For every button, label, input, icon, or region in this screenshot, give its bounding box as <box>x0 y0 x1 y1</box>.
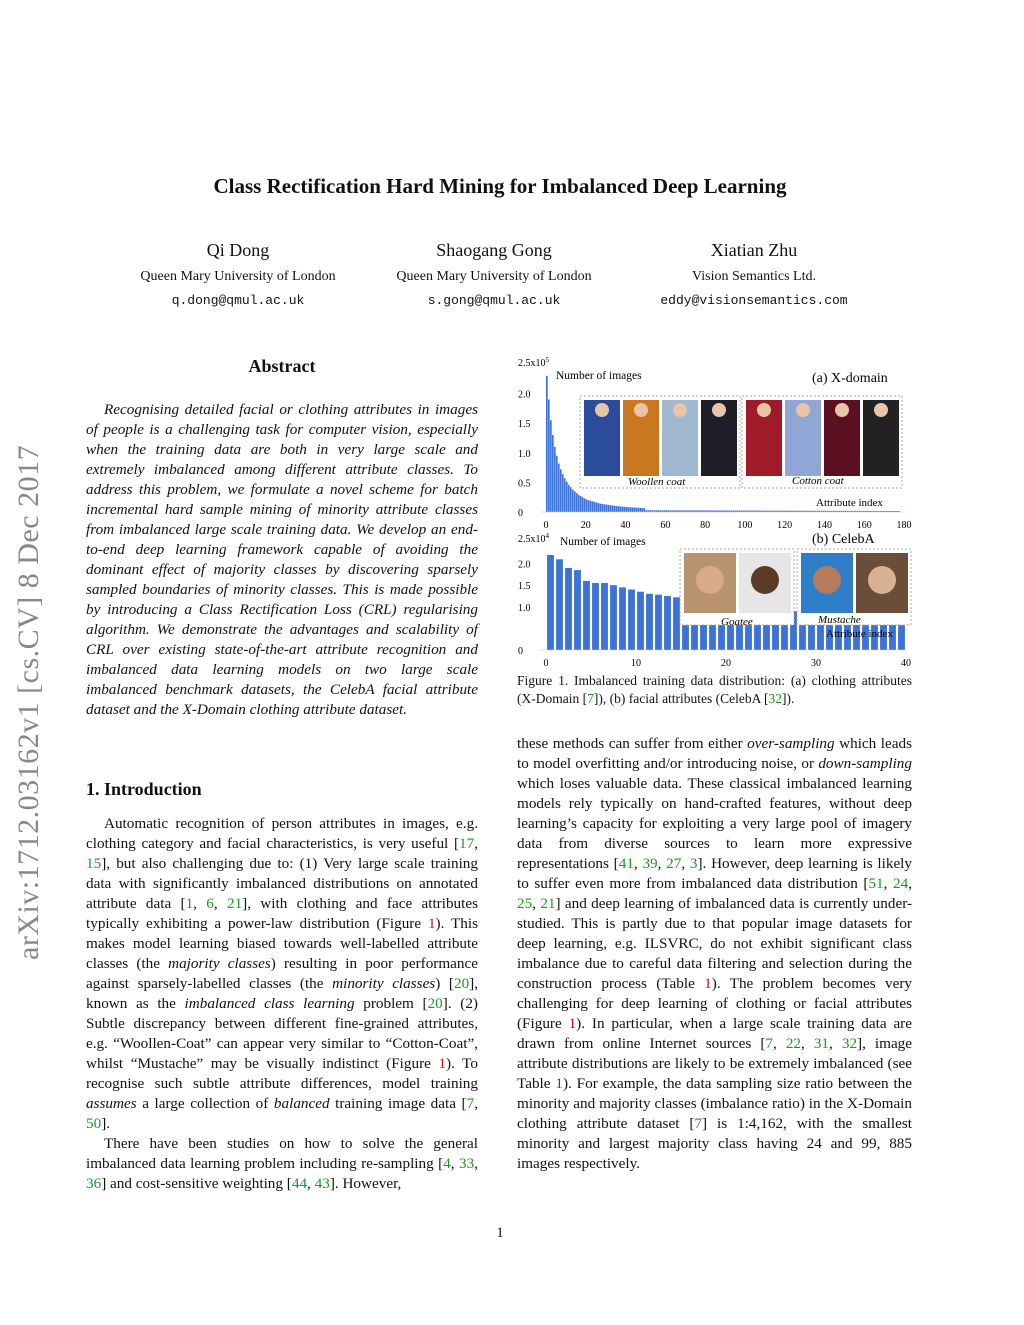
bar <box>610 585 617 650</box>
bar <box>602 504 604 512</box>
bar <box>624 507 626 512</box>
bar <box>600 504 602 512</box>
bar <box>552 435 554 512</box>
cotton-coat-label: Cotton coat <box>792 475 844 487</box>
emphasis-text: down-sampling <box>818 755 912 772</box>
text-run: training image data [ <box>329 1095 467 1112</box>
text-run: , <box>908 875 912 892</box>
bar <box>641 508 643 512</box>
figure-reference-link[interactable]: 1 <box>704 975 712 992</box>
bar <box>564 478 566 512</box>
bar <box>574 570 581 650</box>
citation-link[interactable]: 7 <box>765 1035 773 1052</box>
x-tick-label: 120 <box>777 520 793 531</box>
bar <box>643 508 645 512</box>
bar <box>590 501 592 512</box>
chart-b-multiplier: $2.5x10^4$ <box>518 532 549 545</box>
citation-link[interactable]: 7 <box>466 1095 475 1112</box>
text-run: , <box>474 1095 478 1112</box>
x-tick-label: 160 <box>856 520 872 531</box>
x-tick-label: 0 <box>543 658 549 669</box>
introduction-body <box>86 814 478 1194</box>
bar <box>606 505 608 512</box>
citation-link[interactable]: 4 <box>443 1155 451 1172</box>
text-run: ], with clothing and face attributes typically exhibiting a power-law distribution (Figure <box>86 895 479 932</box>
right-column-body <box>517 734 912 1174</box>
text-run: Figure 1. Imbalanced training data distribution: (a) clothing attributes (X-Domain [ <box>517 673 912 706</box>
bar <box>556 456 558 512</box>
bar <box>566 482 568 512</box>
photo-face <box>757 403 771 417</box>
photo-face <box>874 403 888 417</box>
text-run: , <box>193 895 207 912</box>
text-run: ). In particular, when a large scale training data are drawn from online Internet sources [ <box>517 1015 912 1052</box>
bar <box>547 555 554 650</box>
text-run: ]. (2) Subtle discrepancy between different fine-grained attributes, e.g. “Woollen-Coat” can appear very similar to “Cotton-Coat”, whilst “Mustache” may be visually indistinct (Figure <box>86 995 478 1072</box>
text-run: , <box>801 1035 814 1052</box>
figure-reference-link[interactable]: 1 <box>438 1055 447 1072</box>
text-run: ]. However, deep learning is likely to suffer even more from imbalanced data distribution [ <box>517 855 912 892</box>
text-run: ] and deep learning of imbalanced data is currently under-studied. This is partly due to that popular image datasets for deep learning, e.g. ILSVRC, do not exhibit significant class imbalance due to careful data filtering and selection during the construction process (Table <box>517 895 913 992</box>
citation-link[interactable]: 32 <box>768 691 783 706</box>
text-run: ]. <box>101 1115 111 1132</box>
y-tick-label: 0 <box>518 646 523 657</box>
x-tick-label: 20 <box>721 658 731 669</box>
bar <box>562 474 564 512</box>
citation-link[interactable]: 6 <box>206 895 214 912</box>
bar <box>655 595 662 650</box>
bar <box>550 420 552 512</box>
text-run: ] is 1:4,162, with the smallest minority and largest majority class having 24 and 99, 885 images respectively. <box>517 1115 912 1172</box>
author-2 <box>364 240 624 308</box>
bar <box>546 376 548 512</box>
citation-link[interactable]: 7 <box>587 691 594 706</box>
chart-a-multiplier: $2.5x10^5$ <box>518 356 549 369</box>
citation-link[interactable]: 21 <box>226 895 243 912</box>
text-run: ], image attribute distributions are likely to be extremely imbalanced (see Table <box>517 1035 913 1092</box>
bar <box>576 493 578 512</box>
x-tick-label: 180 <box>896 520 912 531</box>
y-tick-label: 2.0 <box>518 559 531 571</box>
citation-link[interactable]: 20 <box>453 975 470 992</box>
bar <box>646 594 653 650</box>
text-run: , <box>307 1175 315 1192</box>
bar <box>574 491 576 512</box>
text-run: , <box>474 1155 479 1172</box>
bar <box>622 507 624 512</box>
citation-link[interactable]: 15 <box>86 855 102 872</box>
citation-link[interactable]: 1 <box>185 895 194 912</box>
bar <box>578 495 580 512</box>
text-run: , <box>681 855 690 872</box>
text-run: , <box>213 895 227 912</box>
text-run: , <box>633 855 643 872</box>
emphasis-text: imbalanced class learning <box>184 995 355 1012</box>
bar <box>634 508 636 512</box>
paper-title: Class Rectification Hard Mining for Imbalanced Deep Learning <box>213 174 787 198</box>
text-run: ). This makes model learning biased towards well-labelled attribute classes (the <box>86 915 478 972</box>
text-run: ). To recognise such subtle attribute differences, model training <box>86 1055 478 1092</box>
bar <box>594 502 596 512</box>
photo-face <box>751 566 779 594</box>
right-paragraph-1 <box>517 734 912 1174</box>
text-run: ). The problem becomes very challenging for deep learning of clothing or facial attributes (Figure <box>517 975 912 1032</box>
bar <box>548 400 550 512</box>
bar <box>610 505 612 512</box>
text-run: a large collection of <box>136 1095 274 1112</box>
emphasis-text: minority classes <box>332 975 436 992</box>
abstract-text: Recognising detailed facial or clothing attributes in images of people is a challenging task for computer vision, especially when the training data are both in very large scale and extremely imbalanced among different attribute classes. To address this problem, we formulate a novel scheme for batch incremental hard sample mining of minority attribute classes from imbalanced large scale training data. We develop an end-to-end deep learning framework capable of avoiding the dominant effect of majority classes by discovering sparsely sampled boundaries of minority classes. This is made possible by introducing a Class Rectification Loss (CRL) regularising algorithm. We demonstrate the advantages and scalability of CRL over existing state-of-the-art attribute recognition and imbalanced data learning models on two large scale imbalanced benchmark datasets, the CelebA facial attribute dataset and the X-Domain clothing attribute dataset. <box>86 401 478 718</box>
bar <box>584 498 586 512</box>
author-name: Shaogang Gong <box>436 240 552 260</box>
author-name: Qi Dong <box>206 240 270 260</box>
x-tick-label: 20 <box>580 520 591 531</box>
bar <box>898 624 905 650</box>
bar <box>637 592 644 650</box>
bar <box>596 503 598 512</box>
chart-b-title: (b) CelebA <box>812 532 875 547</box>
y-tick-label: 1.5 <box>518 419 531 431</box>
bar <box>582 497 584 512</box>
x-tick-label: 80 <box>700 520 711 531</box>
text-run: There have been studies on how to solve the general imbalanced data learning problem including re-sampling [ <box>86 1135 478 1172</box>
text-run: ). For example, the data sampling size ratio between the minority and majority classes (imbalance ratio) in the X-Domain clothing attribute dataset [ <box>517 1075 912 1132</box>
photo-face <box>634 403 648 417</box>
text-run: these methods can suffer from either <box>517 735 748 752</box>
bar <box>601 583 608 650</box>
bar <box>554 447 556 512</box>
citation-link[interactable]: 39 <box>642 855 658 872</box>
text-run: ]). <box>782 691 795 706</box>
citation-link[interactable]: 24 <box>893 875 909 892</box>
photo-face <box>673 403 687 417</box>
y-tick-label: 0.5 <box>518 478 531 490</box>
emphasis-text: majority classes <box>168 955 271 972</box>
chart-xdomain <box>518 356 912 531</box>
bar <box>556 559 563 650</box>
bar <box>619 587 626 650</box>
bar <box>620 506 622 512</box>
text-run: , <box>532 895 541 912</box>
author-name: Xiatian Zhu <box>710 240 798 260</box>
bar <box>598 503 600 512</box>
figure-1 <box>510 352 920 670</box>
chart-a-ylabel: Number of images <box>556 370 642 382</box>
text-run: , <box>829 1035 842 1052</box>
page-number: 1 <box>496 1225 504 1241</box>
citation-link[interactable]: 44 <box>291 1175 308 1192</box>
bar <box>588 500 590 512</box>
y-tick-label: 2.0 <box>518 389 531 401</box>
citation-link[interactable]: 3 <box>689 855 698 872</box>
chart-celeba <box>518 532 911 669</box>
citation-link[interactable]: 36 <box>86 1175 102 1192</box>
citation-link[interactable]: 22 <box>785 1035 801 1052</box>
photo-face <box>712 403 726 417</box>
text-run: ]), (b) facial attributes (CelebA [ <box>593 691 769 706</box>
author-affiliation: Queen Mary University of London <box>140 269 336 284</box>
text-run: Automatic recognition of person attributes in images, e.g. clothing category and facial characteristics, is very useful [ <box>86 815 478 852</box>
emphasis-text: over-sampling <box>747 735 835 752</box>
figure-reference-link[interactable]: 1 <box>555 1075 563 1092</box>
bar <box>612 505 614 512</box>
text-run: ], known as the <box>86 975 479 1012</box>
bar <box>664 596 671 650</box>
text-run: ) [ <box>435 975 454 992</box>
bar <box>632 507 634 512</box>
bar <box>580 496 582 512</box>
text-run: , <box>772 1035 786 1052</box>
bar <box>626 507 628 512</box>
y-tick-label: 1.0 <box>518 602 531 614</box>
bar <box>636 508 638 512</box>
arxiv-stamp <box>12 360 52 960</box>
bar <box>592 501 594 512</box>
chart-a-xlabel: Attribute index <box>816 497 883 509</box>
x-tick-label: 0 <box>543 520 549 531</box>
x-tick-label: 40 <box>620 520 631 531</box>
bar <box>614 506 616 512</box>
photo-face <box>835 403 849 417</box>
photo-face <box>595 403 609 417</box>
y-tick-label: 1.5 <box>518 581 531 593</box>
arxiv-id: arXiv:1712.03162v1 [cs.CV] 8 Dec 2017 <box>12 444 45 960</box>
figure-1-caption <box>517 672 912 708</box>
author-affiliation: Vision Semantics Ltd. <box>692 269 816 284</box>
bar <box>604 504 606 512</box>
bar <box>586 500 588 512</box>
citation-link[interactable]: 51 <box>868 875 884 892</box>
citation-link[interactable]: 7 <box>694 1115 703 1132</box>
woollen-coat-label: Woollen coat <box>628 476 686 488</box>
figure-reference-link[interactable]: 1 <box>427 915 436 932</box>
photo-face <box>813 566 841 594</box>
citation-link[interactable]: 33 <box>459 1155 475 1172</box>
text-run: , <box>883 875 894 892</box>
y-tick-label: 1.0 <box>518 448 531 460</box>
bar <box>558 463 560 512</box>
bar <box>592 583 599 650</box>
emphasis-text: balanced <box>273 1095 330 1112</box>
text-run: ], but also challenging due to: (1) Very large scale training data with significantly imbalanced distributions on annotated attribute data [ <box>86 855 478 912</box>
author-email: s.gong@qmul.ac.uk <box>427 293 561 308</box>
text-run: , <box>474 835 478 852</box>
text-run: problem [ <box>354 995 428 1012</box>
text-run: , <box>450 1155 460 1172</box>
bar <box>565 568 572 650</box>
figure-reference-link[interactable]: 1 <box>568 1015 577 1032</box>
citation-link[interactable]: 21 <box>540 895 556 912</box>
citation-link[interactable]: 20 <box>427 995 443 1012</box>
bar <box>568 485 570 512</box>
x-tick-label: 10 <box>631 658 641 669</box>
text-run: which leads to model overfitting and/or introducing noise, or <box>517 735 912 772</box>
text-run: ]. However, <box>329 1175 402 1192</box>
bar <box>570 487 572 512</box>
bar <box>639 508 641 512</box>
chart-b-xlabel: Attribute index <box>826 628 893 640</box>
x-tick-label: 100 <box>737 520 753 531</box>
abstract-heading: Abstract <box>248 356 316 376</box>
x-tick-label: 140 <box>816 520 832 531</box>
citation-link[interactable]: 41 <box>618 855 634 872</box>
author-affiliation: Queen Mary University of London <box>396 269 592 284</box>
y-tick-label: 0 <box>518 508 523 519</box>
text-run: ) resulting in poor performance against sparsely-labelled classes (the <box>86 955 478 992</box>
chart-a-title: (a) X-domain <box>812 371 888 386</box>
text-run: ] and cost-sensitive weighting [ <box>101 1175 292 1192</box>
bar <box>583 581 590 650</box>
citation-link[interactable]: 50 <box>86 1115 102 1132</box>
author-email: eddy@visionsemantics.com <box>660 293 848 308</box>
bar <box>637 508 639 512</box>
photo-face <box>696 566 724 594</box>
photo-face <box>796 403 810 417</box>
bar <box>630 507 632 512</box>
x-tick-label: 40 <box>901 658 911 669</box>
x-tick-label: 30 <box>811 658 821 669</box>
citation-link[interactable]: 32 <box>841 1035 858 1052</box>
bar <box>560 469 562 512</box>
citation-link[interactable]: 31 <box>813 1035 830 1052</box>
text-run: which loses valuable data. These classical imbalanced learning models rely typically on hand-crafted features, without deep learning’s capacity for exploiting a very large pool of imagery data from diverse sources to learn more expressive representations [ <box>517 775 912 872</box>
text-run: , <box>657 855 667 872</box>
citation-link[interactable]: 43 <box>314 1175 330 1192</box>
author-1 <box>108 240 368 308</box>
intro-paragraph-1 <box>86 814 478 1134</box>
section-heading-introduction: 1. Introduction <box>86 779 202 799</box>
author-3 <box>624 240 884 308</box>
mustache-label: Mustache <box>818 614 861 626</box>
bar <box>628 590 635 650</box>
bar <box>608 505 610 512</box>
goatee-label: Goatee <box>721 616 753 628</box>
abstract-body <box>86 400 478 720</box>
photo-face <box>868 566 896 594</box>
bar <box>616 506 618 512</box>
citation-link[interactable]: 17 <box>459 835 475 852</box>
citation-link[interactable]: 25 <box>517 895 533 912</box>
bar <box>673 597 680 650</box>
bar <box>618 506 620 512</box>
bar <box>572 490 574 512</box>
chart-b-ylabel: Number of images <box>560 536 646 548</box>
x-tick-label: 60 <box>660 520 671 531</box>
author-email: q.dong@qmul.ac.uk <box>171 293 305 308</box>
bar <box>628 507 630 512</box>
intro-paragraph-2 <box>86 1134 478 1194</box>
emphasis-text: assumes <box>86 1095 137 1112</box>
citation-link[interactable]: 27 <box>666 855 682 872</box>
